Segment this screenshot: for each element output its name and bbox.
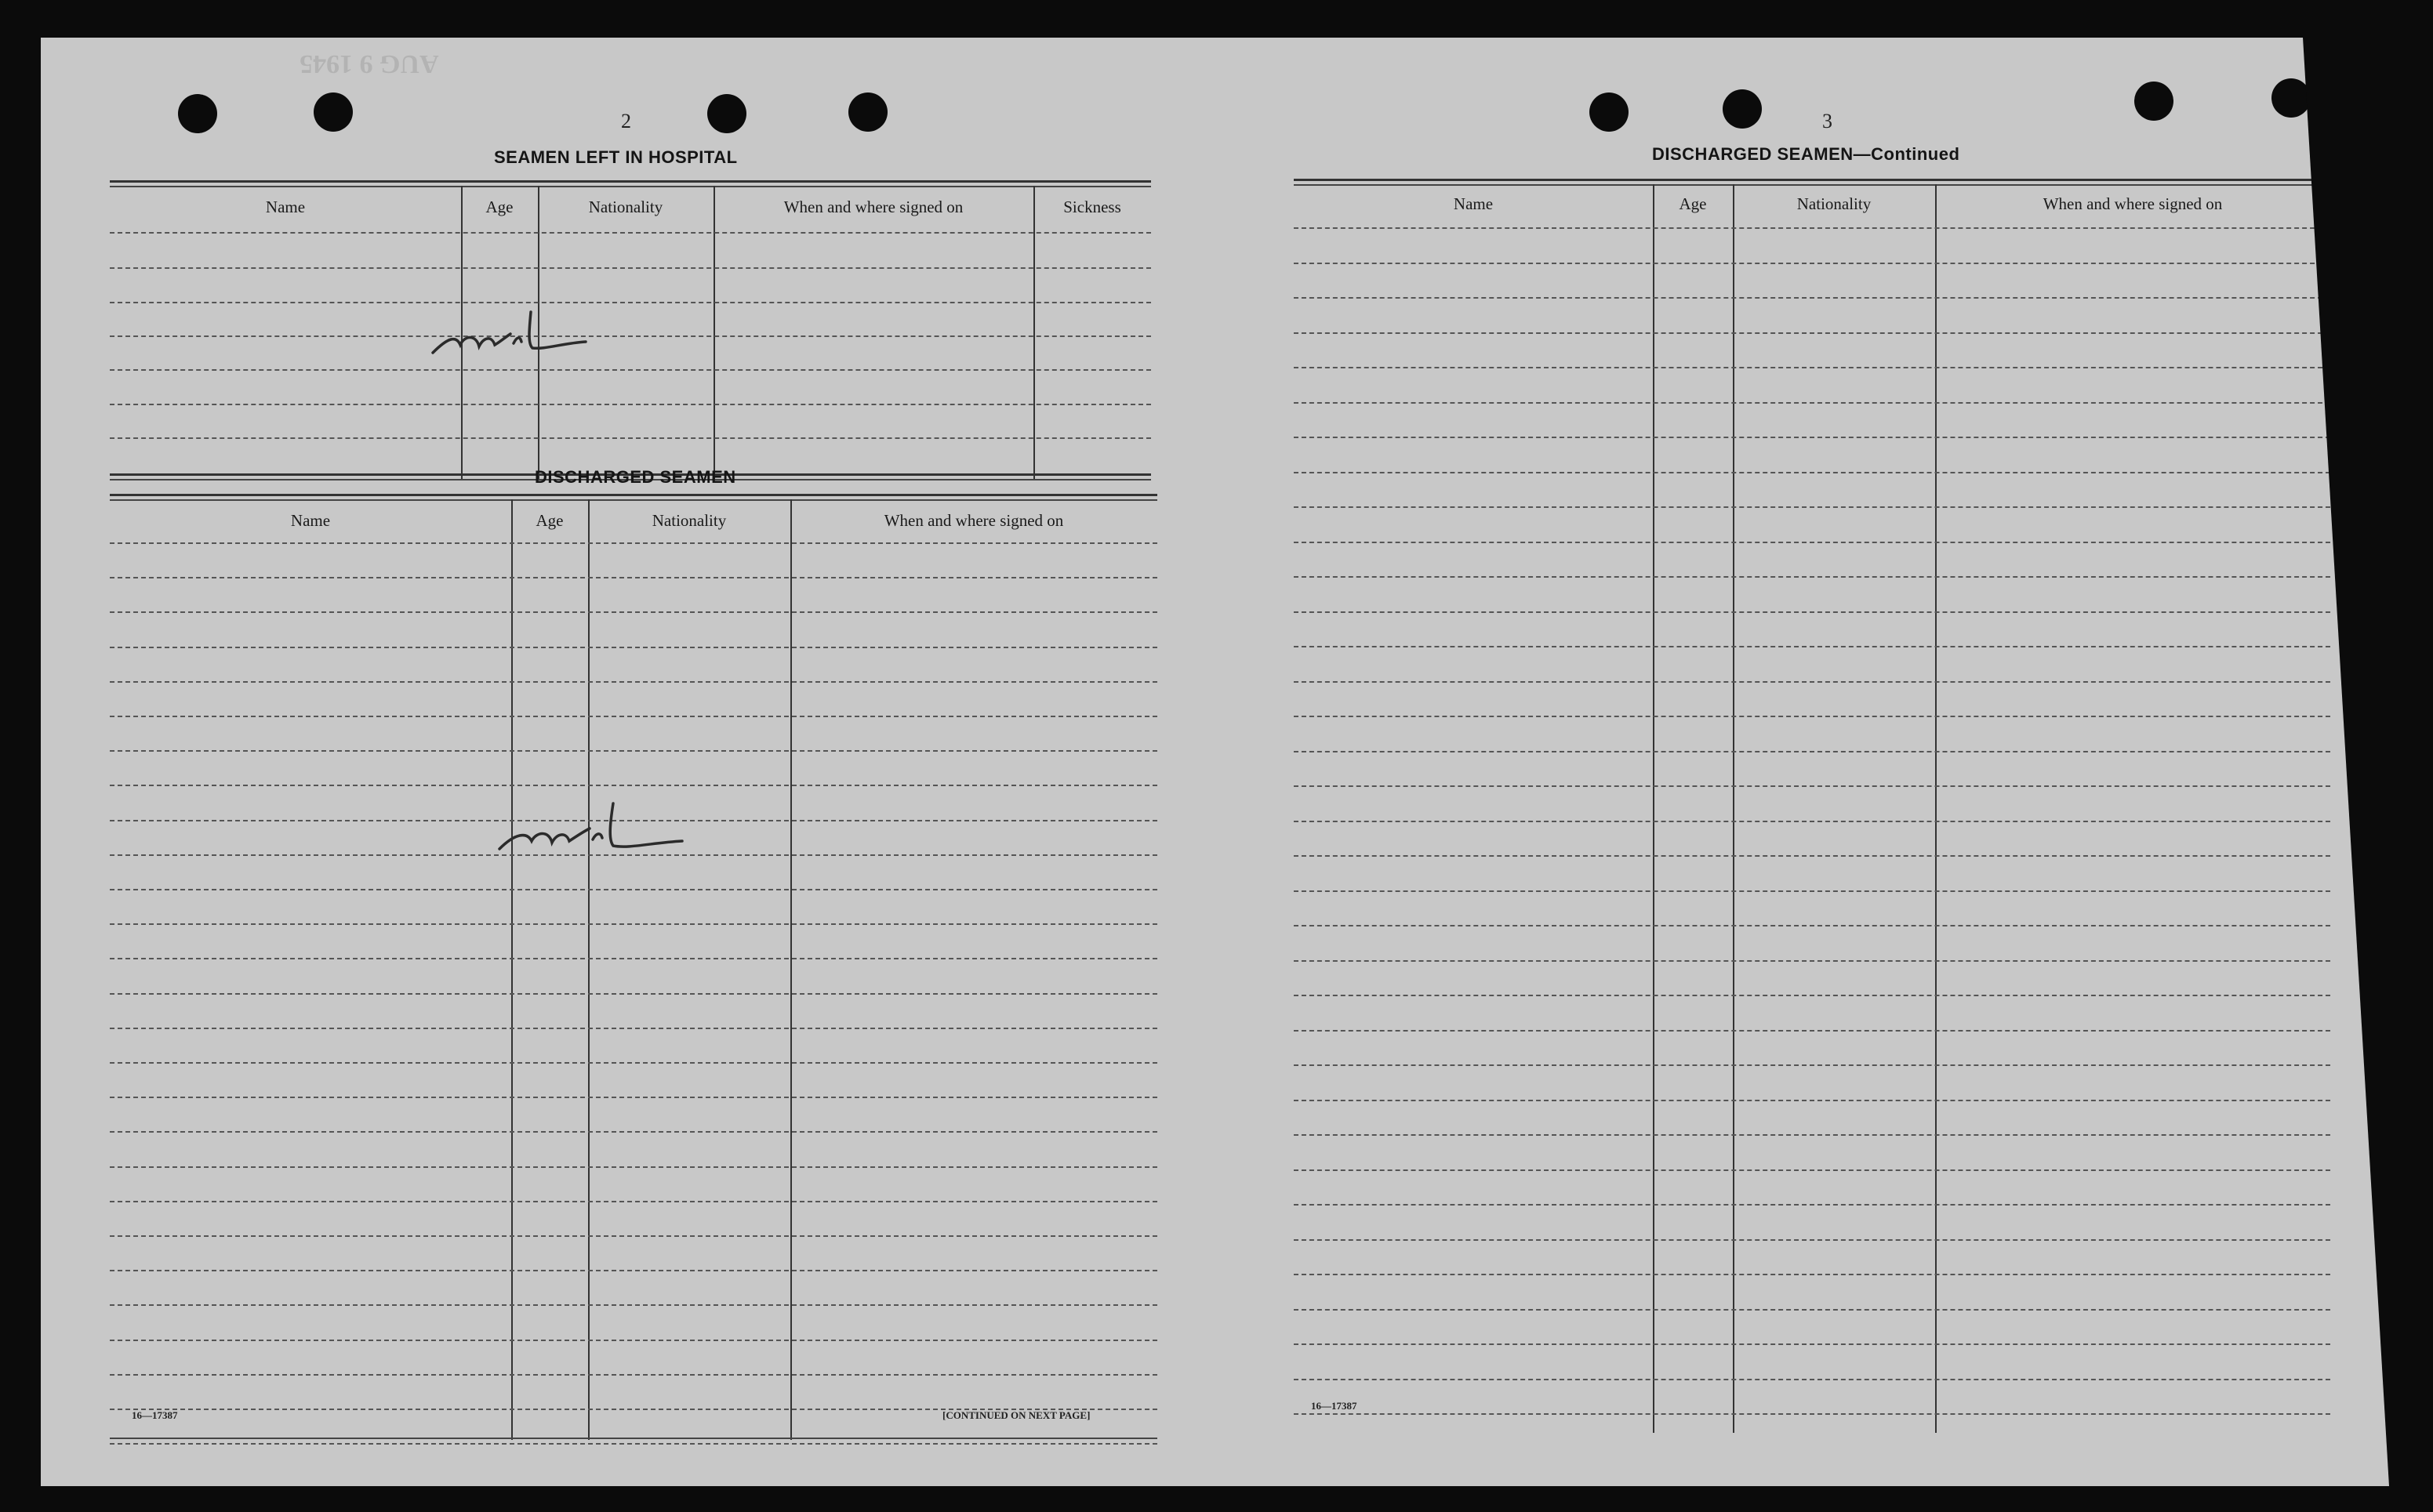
table-row-line	[110, 1166, 1157, 1168]
table-row-line	[110, 1097, 1157, 1098]
table-row-line	[1294, 1204, 2330, 1206]
table-row-line	[1294, 716, 2330, 717]
table-row-line	[1294, 925, 2330, 926]
discharged-section-title: DISCHARGED SEAMEN	[535, 467, 736, 487]
table-row-line	[110, 611, 1157, 613]
col-sickness: Sickness	[1063, 198, 1121, 216]
col-nationality: Nationality	[652, 511, 727, 530]
table-row-line	[1294, 1379, 2330, 1380]
svg-text:nil: nil	[496, 776, 509, 789]
table-row-line	[1294, 402, 2330, 404]
punch-hole	[1723, 89, 1762, 129]
discharged-table-left	[110, 494, 1157, 1440]
col-when-where: When and where signed on	[783, 198, 964, 216]
table-row-line	[110, 1443, 1157, 1445]
table-row-line	[110, 750, 1157, 752]
table-row-line	[1294, 367, 2330, 368]
table-row-line	[110, 1270, 1157, 1271]
table-row-line	[110, 681, 1157, 683]
col-when-where: When and where signed on	[884, 511, 1064, 530]
table-row-line	[1294, 681, 2330, 683]
table-row-line	[110, 958, 1157, 959]
table-row-line	[1294, 785, 2330, 787]
hospital-table	[110, 180, 1151, 480]
table-row-line	[110, 1131, 1157, 1133]
table-row-line	[1294, 506, 2330, 508]
table-row-line	[1294, 472, 2330, 473]
punch-hole	[314, 92, 353, 132]
received-stamp: AUG 9 1945	[300, 49, 439, 78]
table-row-line	[1294, 821, 2330, 822]
form-number-right: 16—17387	[1311, 1400, 1357, 1412]
table-row-line	[110, 1062, 1157, 1064]
table-row-line	[1294, 646, 2330, 647]
table-row-line	[1294, 1030, 2330, 1032]
discharged-continued-title	[1652, 144, 1959, 165]
document-page	[41, 38, 2389, 1486]
nil-signature-discharged	[496, 776, 699, 865]
table-row-line	[1294, 890, 2330, 892]
table-row-line	[110, 716, 1157, 717]
col-nationality: Nationality	[588, 198, 663, 216]
col-age: Age	[485, 198, 514, 216]
form-number-left: 16—17387	[132, 1409, 178, 1421]
page-number-right: 3	[1822, 110, 1832, 132]
table-row-line	[1294, 576, 2330, 578]
table-row-line	[110, 577, 1157, 578]
punch-hole	[707, 94, 746, 133]
col-when-where: When and where signed on	[2043, 194, 2223, 213]
table-row-line	[1294, 611, 2330, 613]
table-row-line	[1294, 751, 2330, 752]
col-name: Name	[265, 198, 306, 216]
col-age: Age	[1679, 194, 1707, 213]
table-row-line	[1294, 1413, 2330, 1415]
table-row-line	[110, 889, 1157, 890]
table-row-line	[1294, 1064, 2330, 1066]
table-row-line	[1294, 263, 2330, 264]
discharged-table-right	[1294, 179, 2330, 1433]
table-row-line	[1294, 1100, 2330, 1101]
title-suffix: —Continued	[1853, 144, 1960, 164]
table-row-line	[1294, 1309, 2330, 1311]
table-row-line	[110, 993, 1157, 995]
svg-text:nil: nil	[429, 286, 442, 299]
table-row-line	[1294, 855, 2330, 857]
col-name: Name	[1453, 194, 1494, 213]
table-row-line	[1294, 1239, 2330, 1241]
punch-hole	[178, 94, 217, 133]
page-number-left: 2	[621, 110, 631, 132]
col-age: Age	[536, 511, 564, 530]
punch-hole	[848, 92, 888, 132]
table-row-line	[1294, 332, 2330, 334]
table-row-line	[110, 1201, 1157, 1202]
table-row-line	[1294, 1343, 2330, 1345]
table-row-line	[1294, 227, 2330, 229]
table-row-line	[110, 1235, 1157, 1237]
title-main: DISCHARGED SEAMEN	[1652, 144, 1854, 164]
table-row-line	[1294, 437, 2330, 438]
table-row-line	[1294, 960, 2330, 962]
nil-signature-hospital	[429, 286, 617, 367]
continued-note: [CONTINUED ON NEXT PAGE]	[942, 1409, 1091, 1421]
table-row-line	[110, 923, 1157, 925]
torn-edge	[2303, 38, 2389, 1486]
hospital-section-title: SEAMEN LEFT IN HOSPITAL	[494, 147, 738, 167]
table-row-line	[110, 1374, 1157, 1376]
punch-hole	[1589, 92, 1629, 132]
table-row-line	[1294, 1134, 2330, 1136]
table-row-line	[110, 1340, 1157, 1341]
col-name: Name	[290, 511, 331, 530]
table-row-line	[110, 647, 1157, 648]
col-nationality: Nationality	[1796, 194, 1872, 213]
table-row-line	[1294, 542, 2330, 543]
table-row-line	[1294, 1274, 2330, 1275]
table-row-line	[1294, 1169, 2330, 1171]
punch-hole	[2134, 82, 2173, 121]
table-row-line	[1294, 995, 2330, 996]
table-row-line	[110, 542, 1157, 544]
table-row-line	[110, 1028, 1157, 1029]
table-row-line	[1294, 297, 2330, 299]
table-row-line	[110, 1304, 1157, 1306]
